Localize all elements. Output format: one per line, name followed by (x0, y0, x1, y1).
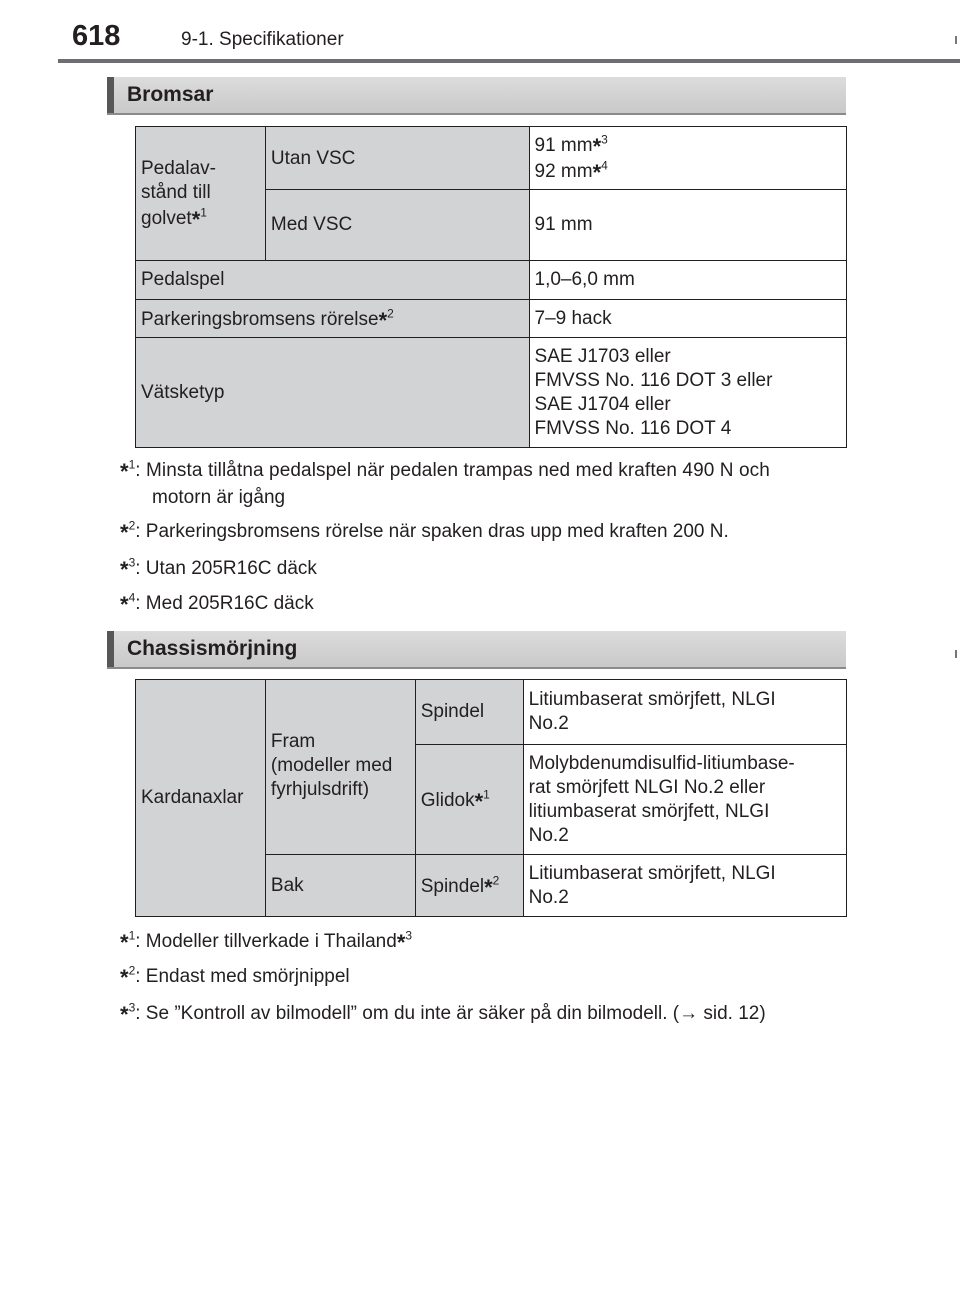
footnote-text: : Se ”Kontroll av bilmodell” om du inte är säker på din bilmodell. ( (135, 1003, 680, 1024)
footnote (120, 998, 766, 1027)
pedal-play-label: Pedalspel (136, 261, 530, 300)
brakes-table (135, 126, 847, 448)
footnote-ref: 4 (128, 590, 136, 605)
label-text: Glidok (420, 789, 475, 811)
label-line: (modeller med (270, 755, 393, 776)
footnote-star: * (396, 930, 406, 955)
footnote (120, 588, 314, 617)
footnote-text: : Parkeringsbromsens rörelse när spaken dras upp med kraften 200 N. (135, 521, 729, 542)
footnote-star: * (120, 1002, 129, 1027)
fluid-type-label: Vätsketyp (136, 338, 530, 448)
label-line: stånd till (141, 181, 211, 203)
footnote-star: * (592, 134, 602, 159)
chassis-table (135, 679, 847, 917)
footnote-star: * (592, 160, 602, 185)
rear-spider-label (415, 855, 523, 917)
footnote-ref: 3 (128, 555, 136, 570)
footnote-star: * (474, 788, 484, 814)
footnote-ref: 2 (128, 963, 136, 978)
table-row (136, 261, 847, 300)
value-line: 92 mm (534, 161, 593, 182)
pedal-play-value: 1,0–6,0 mm (529, 261, 846, 300)
with-vsc-value: 91 mm (529, 190, 846, 261)
footnote-text: : Endast med smörjnippel (135, 966, 350, 987)
label-line: fyrhjulsdrift) (270, 779, 370, 800)
footnote-star: * (484, 874, 493, 900)
footnote-text: : Med 205R16C däck (135, 593, 314, 614)
footnote-star: * (120, 520, 129, 545)
footnote-star: * (120, 592, 129, 617)
value-line: Molybdenumdisulfid-litiumbase- (528, 752, 795, 774)
section-title: Chassismörjning (127, 637, 298, 660)
arrow-icon: → (679, 1003, 699, 1024)
chapter-title: 9-1. Specifikationer (181, 29, 344, 50)
footnote-ref: 1 (128, 928, 136, 943)
footnote-star: * (120, 965, 129, 990)
value-line: FMVSS No. 116 DOT 3 eller (534, 369, 773, 391)
footnote (120, 455, 846, 511)
footnote-star: * (120, 557, 129, 582)
value-line: No.2 (528, 713, 569, 734)
footnote-text: : Utan 205R16C däck (135, 558, 317, 579)
front-label (265, 680, 415, 855)
header-rule (58, 59, 960, 63)
footnote-text: sid. 12) (698, 1003, 766, 1024)
label-line: golvet (141, 207, 192, 229)
footnote-ref: 2 (387, 306, 394, 321)
parking-brake-value: 7–9 hack (529, 300, 846, 338)
value-line: 91 mm (534, 135, 593, 156)
label-text: Parkeringsbromsens rörelse (141, 308, 379, 330)
footnote-ref: 3 (405, 928, 413, 943)
edge-tick (955, 650, 957, 658)
section-header-brakes (107, 77, 846, 115)
with-vsc-label: Med VSC (265, 190, 529, 261)
label-text: Spindel (420, 875, 485, 897)
without-vsc-label: Utan VSC (265, 127, 529, 190)
footnote (120, 516, 729, 545)
page-number: 618 (72, 20, 121, 52)
rear-label: Bak (265, 855, 415, 917)
table-row (136, 300, 847, 338)
label-line: Pedalav- (141, 157, 216, 179)
value-line: No.2 (528, 824, 569, 846)
value-line: rat smörjfett NLGI No.2 eller (528, 776, 766, 798)
table-row (136, 127, 847, 190)
value-line: Litiumbaserat smörjfett, NLGI (528, 689, 776, 710)
fluid-type-value (529, 338, 846, 448)
footnote-star: * (120, 930, 129, 955)
footnote (120, 553, 317, 582)
footnote-ref: 3 (128, 1000, 136, 1015)
footnote-text: : Modeller tillverkade i Thailand (135, 931, 397, 952)
footnote-ref: 1 (483, 787, 490, 802)
spider-label: Spindel (415, 680, 523, 745)
footnote-text: : Minsta tillåtna pedalspel när pedalen trampas ned med kraften 490 N och (135, 460, 770, 481)
footnote-star: * (378, 307, 388, 333)
footnote-ref: 2 (492, 873, 500, 888)
label-line: Fram (270, 731, 316, 752)
footnote-text: motorn är igång (152, 487, 286, 508)
pedal-clearance-label (136, 127, 266, 261)
footnote-star: * (191, 206, 201, 232)
section-header-chassis (107, 631, 846, 669)
propeller-shaft-label: Kardanaxlar (136, 680, 266, 917)
footnote (120, 926, 412, 955)
table-row (136, 680, 847, 745)
rear-spider-value (523, 855, 846, 917)
slip-yoke-value (523, 745, 846, 855)
value-line: SAE J1703 eller (534, 345, 671, 367)
value-line: FMVSS No. 116 DOT 4 (534, 417, 732, 439)
edge-tick (955, 36, 957, 44)
spider-value (523, 680, 846, 745)
value-line: No.2 (528, 886, 569, 908)
section-accent (107, 631, 114, 667)
section-title: Bromsar (127, 83, 214, 106)
value-line: Litiumbaserat smörjfett, NLGI (528, 862, 776, 884)
slip-yoke-label (415, 745, 523, 855)
footnote-star: * (120, 459, 129, 484)
table-row (136, 338, 847, 448)
without-vsc-value (529, 127, 846, 190)
footnote-ref: 3 (601, 132, 608, 147)
footnote-ref: 1 (200, 205, 207, 220)
section-accent (107, 77, 114, 113)
footnote-ref: 2 (128, 518, 136, 533)
footnote-ref: 1 (128, 457, 136, 472)
value-line: litiumbaserat smörjfett, NLGI (528, 800, 770, 822)
footnote-ref: 4 (601, 158, 608, 173)
parking-brake-label (136, 300, 530, 338)
value-line: SAE J1704 eller (534, 393, 671, 415)
footnote (120, 961, 350, 990)
